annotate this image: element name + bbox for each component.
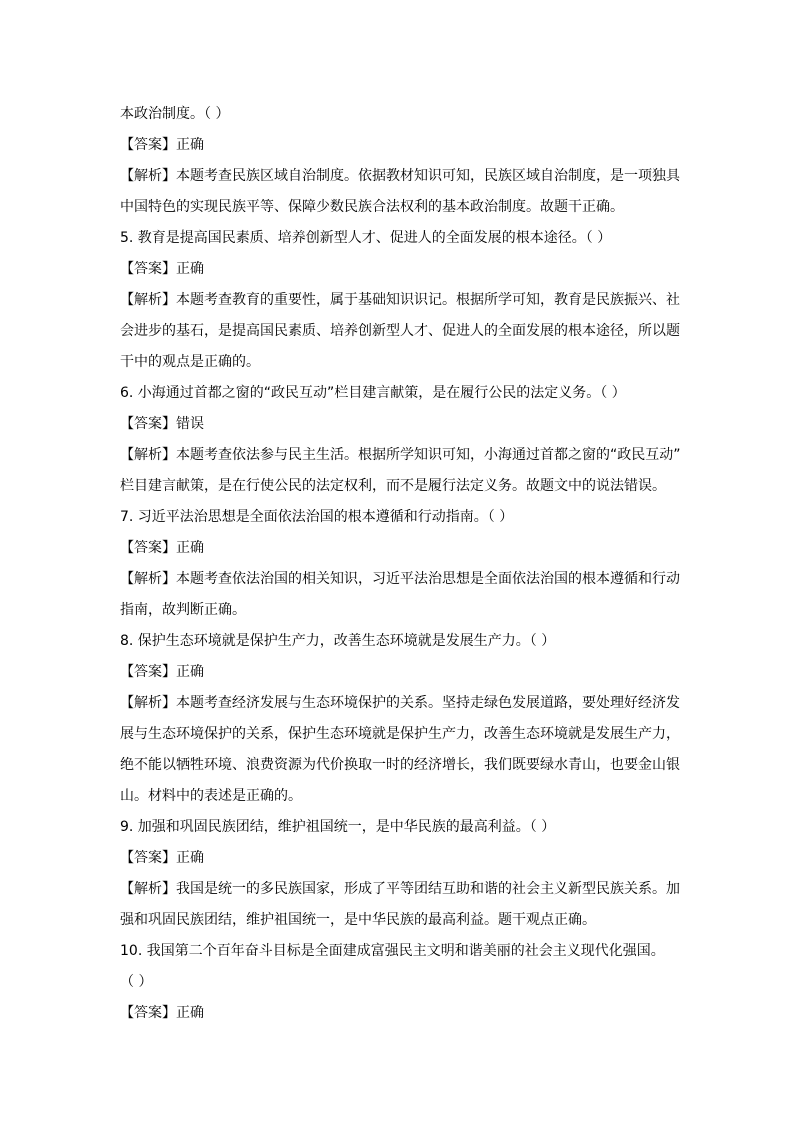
analysis-line: 山。材料中的表述是正确的。 [120, 788, 302, 804]
question-line: 6. 小海通过首都之窗的“政民互动”栏目建言献策，是在履行公民的法定义务。（ ） [120, 385, 626, 401]
analysis-line: 中国特色的实现民族平等、保障少数民族合法权利的基本政治制度。故题干正确。 [120, 199, 624, 215]
question-line: 5. 教育是提高国民素质、培养创新型人才、促进人的全面发展的根本途径。（ ） [120, 230, 612, 246]
answer-line: 【答案】正确 [120, 540, 204, 556]
analysis-line: 【解析】本题考查教育的重要性，属于基础知识识记。根据所学可知，教育是民族振兴、社 [120, 292, 680, 308]
question-line: 7. 习近平法治思想是全面依法治国的根本遵循和行动指南。（ ） [120, 509, 514, 525]
text-line: 本政治制度。（ ） [120, 106, 230, 122]
analysis-line: 【解析】本题考查依法治国的相关知识，习近平法治思想是全面依法治国的根本遵循和行动 [120, 571, 680, 587]
question-line: 10. 我国第二个百年奋斗目标是全面建成富强民主文明和谐美丽的社会主义现代化强国。 [120, 943, 665, 959]
analysis-line: 栏目建言献策，是在行使公民的法定权利，而不是履行法定义务。故题文中的说法错误。 [120, 478, 666, 494]
analysis-line: 【解析】本题考查民族区域自治制度。依据教材知识可知，民族区域自治制度，是一项独具 [120, 168, 680, 184]
document-body [120, 99, 690, 1029]
question-line: 8. 保护生态环境就是保护生产力，改善生态环境就是发展生产力。（ ） [120, 633, 556, 649]
analysis-line: 强和巩固民族团结，维护祖国统一，是中华民族的最高利益。题干观点正确。 [120, 912, 596, 928]
analysis-line: 【解析】我国是统一的多民族国家，形成了平等团结互助和谐的社会主义新型民族关系。加 [120, 881, 680, 897]
analysis-line: 指南，故判断正确。 [120, 602, 246, 618]
analysis-line: 会进步的基石，是提高国民素质、培养创新型人才、促进人的全面发展的根本途径，所以题 [120, 323, 680, 339]
answer-line: 【答案】正确 [120, 664, 204, 680]
analysis-line: 干中的观点是正确的。 [120, 354, 260, 370]
answer-line: 【答案】错误 [120, 416, 204, 432]
answer-line: 【答案】正确 [120, 850, 204, 866]
question-line: （ ） [120, 974, 153, 990]
question-line: 9. 加强和巩固民族团结，维护祖国统一，是中华民族的最高利益。（ ） [120, 819, 556, 835]
analysis-line: 绝不能以牺牲环境、浪费资源为代价换取一时的经济增长，我们既要绿水青山，也要金山银 [120, 757, 680, 773]
answer-line: 【答案】正确 [120, 261, 204, 277]
answer-line: 【答案】正确 [120, 137, 204, 153]
analysis-line: 【解析】本题考查依法参与民主生活。根据所学知识可知，小海通过首都之窗的“政民互动” [120, 447, 681, 463]
analysis-line: 【解析】本题考查经济发展与生态环境保护的关系。坚持走绿色发展道路，要处理好经济发 [120, 695, 680, 711]
analysis-line: 展与生态环境保护的关系，保护生态环境就是保护生产力，改善生态环境就是发展生产力， [120, 726, 680, 742]
answer-line: 【答案】正确 [120, 1005, 204, 1021]
